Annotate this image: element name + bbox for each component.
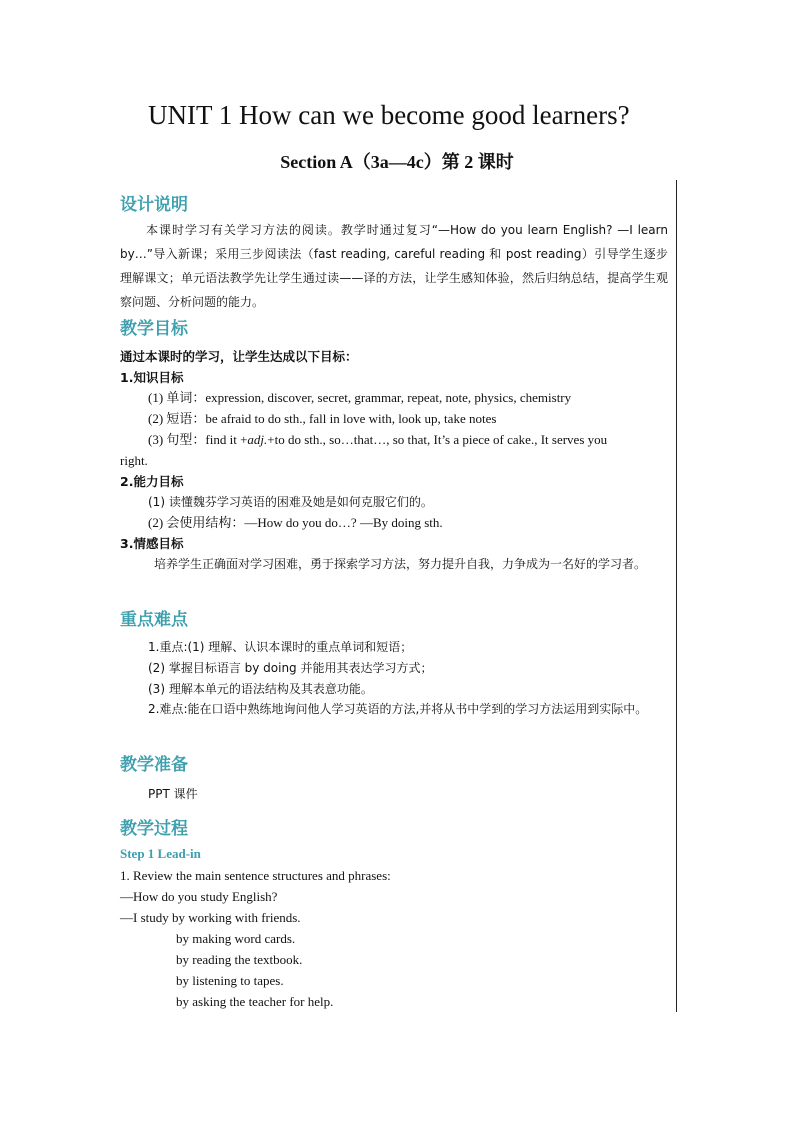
step-1-title: Step 1 Lead-in [120,846,201,861]
keypoint-line-1: 1.重点:(1) 理解、认识本课时的重点单词和短语； [148,640,413,654]
process-line-3: —I study by working with friends. [120,910,301,925]
keypoint-line-3: (3) 理解本单元的语法结构及其表意功能。 [148,682,373,696]
section-heading-keypoints: 重点难点 [120,610,188,630]
sentence-rest: +to do sth., so…that…, so that, It’s a piece of cake., It serves you [267,432,608,447]
section-heading-design: 设计说明 [120,195,188,215]
knowledge-item-sentences-cont: right. [120,453,148,468]
ability-goal-title: 2.能力目标 [120,474,184,489]
sentence-prefix: (3) 句型：find it + [148,432,248,447]
process-line-7: by asking the teacher for help. [176,994,334,1009]
section-heading-process: 教学过程 [120,819,188,839]
adj-italic: adj. [247,432,268,447]
keypoint-line-2: (2) 掌握目标语言 by doing 并能用其表达学习方式； [148,661,433,675]
keypoint-difficulty: 2.难点:能在口语中熟练地询问他人学习英语的方法,并将从书中学到的学习方法运用到实际中。 [148,702,648,716]
document-title: UNIT 1 How can we become good learners? [148,100,630,130]
knowledge-item-sentences [148,430,607,450]
emotion-goal-title: 3.情感目标 [120,536,184,551]
process-line-1: 1. Review the main sentence structures and phrases: [120,868,391,883]
section-heading-prep: 教学准备 [120,755,188,775]
document-subtitle: Section A（3a—4c）第 2 课时 [280,152,514,172]
knowledge-item-phrases: (2) 短语：be afraid to do sth., fall in love with, look up, take notes [148,411,497,426]
ability-item-1: (1) 读懂魏芬学习英语的困难及她是如何克服它们的。 [148,495,433,509]
process-line-4: by making word cards. [176,931,296,946]
process-line-5: by reading the textbook. [176,952,303,967]
knowledge-goal-title: 1.知识目标 [120,370,184,385]
margin-rule [676,180,677,1012]
knowledge-item-words: (1) 单词：expression, discover, secret, grammar, repeat, note, physics, chemistry [148,390,572,405]
emotion-paragraph: 培养学生正确面对学习困难，勇于探索学习方法，努力提升自我，力争成为一名好的学习者。 [154,557,647,571]
ability-item-2: (2) 会使用结构：—How do you do…? —By doing sth. [148,515,443,530]
section-heading-goals: 教学目标 [120,319,188,339]
prep-text: PPT 课件 [148,787,198,801]
design-paragraph: 本课时学习有关学习方法的阅读。教学时通过复习“—How do you learn English? —I learn by…”导入新课；采用三步阅读法（fast reading, careful reading 和 post reading）引导学生逐步理解课文；单元语法教学先让学生通过读——译的方法，让学生感知体验，然后归纳总结，提高学生观察问题、分析问题的能力。 [120,223,668,309]
goals-intro: 通过本课时的学习，让学生达成以下目标： [120,349,358,364]
process-line-6: by listening to tapes. [176,973,284,988]
process-line-2: —How do you study English? [120,889,278,904]
